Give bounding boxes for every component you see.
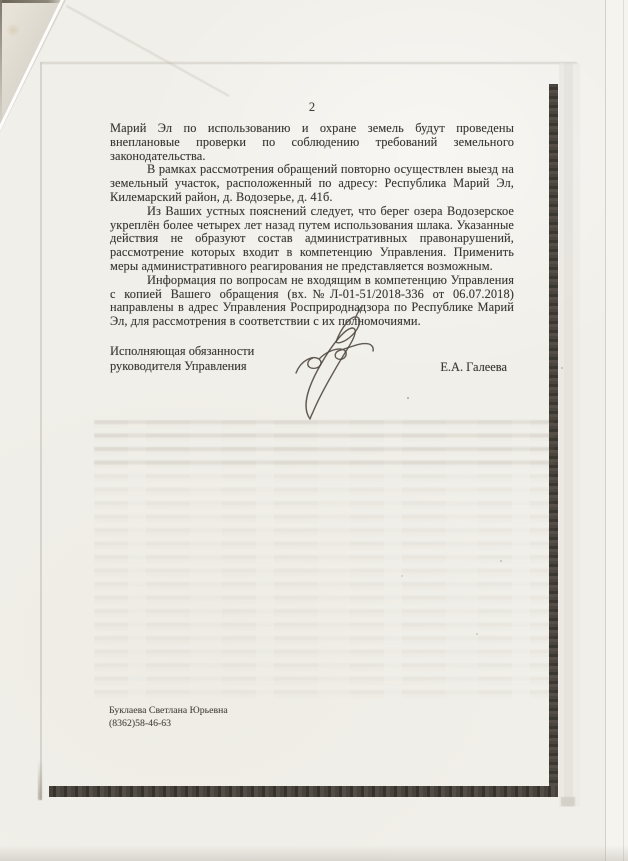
photocopy-border-left <box>40 62 42 800</box>
paragraph-3: Из Ваших устных пояснений следует, что берег озера Водозерское укреплён более четырех лет назад путем использования шлака. Указанные действия не образуют состав административных правонарушений, рассмотрение которых входит в компетенцию Управления. Применить меры административного реагирования не представляется возможным. <box>110 203 514 273</box>
scanner-background-corner <box>0 0 66 132</box>
photocopy-border-right-band <box>559 63 580 807</box>
page-edge-shadow-left <box>0 0 2 128</box>
scan-shadow-corner-tail <box>561 797 575 806</box>
page-edge-shadow-top <box>0 0 64 3</box>
photocopy-border-left-end <box>38 760 42 800</box>
paragraph-1: Марий Эл по использованию и охране земель будут проведены внеплановые проверки по соблюдению требований земельного законодательства. <box>110 121 514 163</box>
photocopy-border-top <box>41 62 577 64</box>
signer-position-line-2: руководителя Управления <box>110 358 247 373</box>
signature-icon <box>281 298 385 430</box>
page-number: 2 <box>308 100 316 114</box>
paper-bottom-shadow <box>0 845 628 861</box>
scan-shadow-bar-bottom <box>49 786 558 797</box>
scan-specks <box>407 397 409 399</box>
signer-name: Е.А. Галеева <box>440 360 507 374</box>
paper-crease <box>66 5 229 96</box>
signer-position-line-1: Исполняющая обязанности <box>110 344 255 358</box>
executor-phone: (8362)58-46-63 <box>109 717 172 729</box>
paragraph-2: В рамках рассмотрения обращений повторно осуществлен выезд на земельный участок, расположенный по адресу: Республика Марий Эл, Килемарский район, д. Водозерье, д. 41б. <box>110 162 514 204</box>
bleed-through-text-upper <box>94 420 554 466</box>
executor-contact <box>109 705 228 730</box>
executor-name: Буклаева Светлана Юрьевна <box>109 705 228 716</box>
paragraph-4: Информация по вопросам не входящим в компетенцию Управления с копией Вашего обращения (вх.№Л-01-51/2018-336 от 06.07.2018) направлены в адрес Управления Росприроднадзора по Республике Марий Эл, для рассмотрения в соответствии с их полномочиями. <box>110 272 514 329</box>
paper-right-edge <box>605 0 628 861</box>
